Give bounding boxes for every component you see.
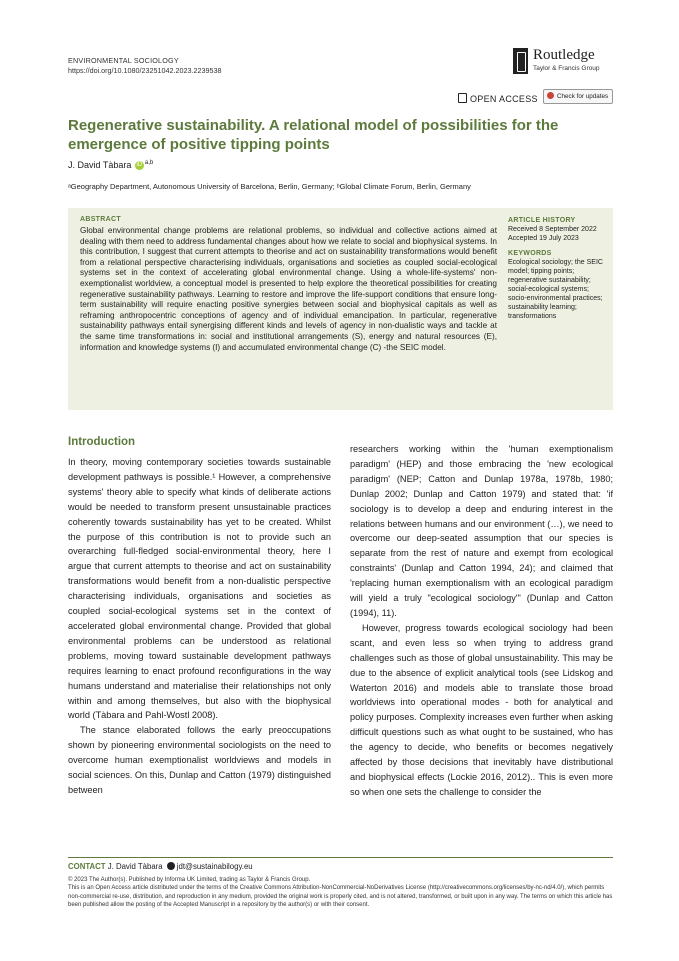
publisher-logo [513,48,613,74]
copyright-line: © 2023 The Author(s). Published by Informa UK Limited, trading as Taylor & Francis Group. [68,877,311,883]
check-updates-button[interactable]: Check for updates [543,89,613,104]
author-affil-marks: a,b [144,160,154,166]
copyright-notice [68,876,613,909]
license-text: This is an Open Access article distributed under the terms of the Creative Commons Attribution-NonCommercial-NoDerivatives License (http://creativecommons.org/licenses/by-nc-nd/4.0/), which permits non-commercial re-use, distribution, and reproduction in any medium, provided the original work is properly cited, and is not altered, transformed, or built upon in any way. The terms on which this article has been published allow the posting of the Accepted Manuscript in a repository by the author(s) or with their consent. [68,885,613,908]
contact-line: CONTACT J. David Tàbara jdt@sustainabilogy.eu [68,862,253,871]
paragraph: In theory, moving contemporary societies towards sustainable development pathways is possible.¹ However, a comprehensive systems' theory able to specify what kinds of deliberate actions would be needed to transform present unsustainable practices coherently towards sustainability has yet to be created. Whilst the purpose of this contribution is not to provide such an overarching full-fledged social-environmental theory, here I argue that current attempts to theorise and act on sustainability transformations would benefit from a non-dualistic perspective characterising individuals, organisations and societies as coupled social-ecological systems set in the context of accelerated global environmental change. Provided that global environmental problems can be understood as relational problems, moving toward sustainable development pathways requires learning to enact profound reconfigurations in the way humans understand and materialise their relationships not only within and among themselves, but also with the biophysical world (Tàbara and Pahl-Wostl 2008). [68,457,331,721]
article-meta [508,216,606,321]
keywords-heading: KEYWORDS [508,250,552,257]
article-title: Regenerative sustainability. A relational model of possibilities for the emergence of positive tipping points [68,117,559,153]
orcid-icon[interactable]: iD [136,162,143,169]
keywords-list: Ecological sociology; the SEIC model; tipping points; regenerative sustainability; social-ecological systems; socio-environmental practices; sustainability learning; transformations [508,259,603,320]
doi-link[interactable]: https://doi.org/10.1080/23251042.2023.2239538 [68,66,222,75]
history-heading: ARTICLE HISTORY [508,217,576,224]
publisher-name: Routledge [533,47,595,63]
paragraph: researchers working within the 'human exemptionalism paradigm' (HEP) and those embracing the 'new ecological paradigm' (NEP; Catton and Dunlap 1978a, 1978b, 1980; Dunlap 2002; Dunlap and Catton 1979) and stated that: 'if sociology is to develop a deep and enduring interest in the relations between humans and our environment (…), we need to overcome our deep-seated assumption that our species is separate from the rest of nature and exempt from ecological constraints' (Dunlap and Catton 1994, 24); and claimed that 'replacing human exemptionalism with an ecological paradigm will yield a truly "ecological sociology"' (Dunlap and Catton (1994), 11). [350,444,613,618]
footer-divider [68,857,613,858]
abstract-text: Global environmental change problems are relational problems, so individual and collective actions aimed at dealing with them need to address fundamental changes about how we relate to social and biophysical systems. In this contribution, I suggest that current attempts to theorise and act on sustainability transformations would benefit from a relational perspective characterising individuals, organisations and societies as coupled social-ecological systems set in the context of accelerating global environmental change. Using a whole-life-systems' non-exemptionalist worldview, a conceptual model is presented to help explore the theoretical possibilities for creating regenerative sustainability pathways. Learning to restore and improve the life-support conditions that ensure long-term sustainability will require enacting positive synergies between social and biophysical capitals as well as reframing anthropocentric conceptions of agency and of individual emancipation. In particular, regenerative sustainability pathways entail synergising different kinds and levels of agency in non-dualistic ways and tackle at the same time transformations in: social and institutional arrangements (S), energy and natural resources (E), information and knowledge systems (I) and accumulated environmental change (C) -the SEIC model. [80,226,497,352]
journal-name: ENVIRONMENTAL SOCIOLOGY [68,56,179,65]
body-column-left [68,455,331,798]
running-header [68,56,221,76]
open-lock-icon [458,93,467,103]
section-heading-introduction: Introduction [68,436,136,448]
author-line [68,160,153,170]
crossmark-icon [547,92,554,99]
routledge-logo-icon [513,48,528,74]
paragraph: The stance elaborated follows the early preoccupations shown by pioneering environmental sociologists on the need to overcome human exemptionalist worldviews and models in social sciences. On this, Dunlap and Catton (1979) distinguished between [68,725,332,795]
body-column-right [350,442,613,800]
publisher-subname: Taylor & Francis Group [533,65,600,72]
open-access-badge: OPEN ACCESS [458,92,538,104]
received-date: Received 8 September 2022 [508,226,597,233]
abstract-heading: ABSTRACT [80,216,121,223]
accepted-date: Accepted 19 July 2023 [508,235,579,242]
email-icon [167,862,175,870]
affiliations: ᵃGeography Department, Autonomous University of Barcelona, Berlin, Germany; ᵇGlobal Climate Forum, Berlin, Germany [68,182,471,191]
email-link[interactable]: jdt@sustainabilogy.eu [176,862,253,871]
author-name[interactable]: J. David Tàbara [68,160,132,170]
paragraph: However, progress towards ecological sociology had been scant, and even less so when trying to address grand challenges such as those of global unsustainability. This may be due to the absence of explicit analytical tools (see Lidskog and Waterton 2016) and models able to translate those broad worldviews into operational modes - both for analytical and policy purposes. Complexity increases even further when asking difficult questions such as what ought to be sustained, who has the agency to decide, who benefits or becomes negatively affected by those decisions that inevitably have distributional and biophysical effects (Lockie 2016, 2012).. This is even more so when one sets the challenge to consider the [350,622,613,797]
